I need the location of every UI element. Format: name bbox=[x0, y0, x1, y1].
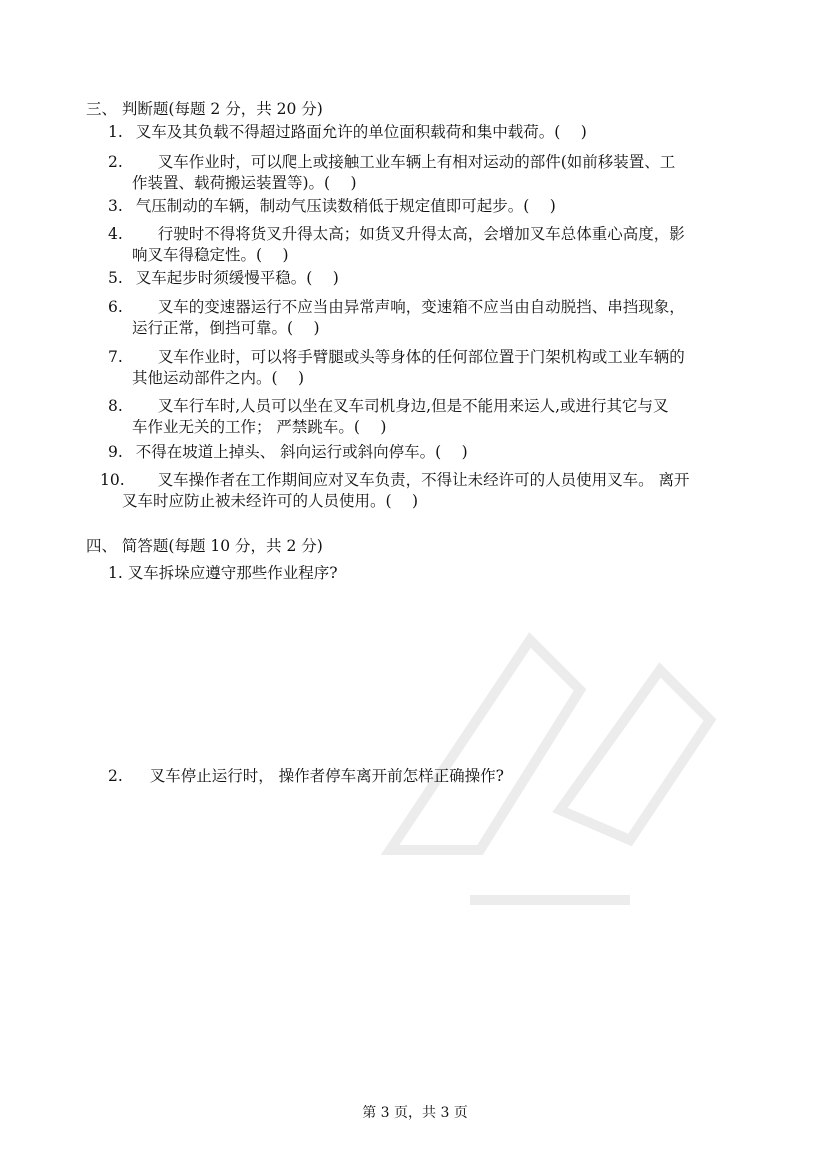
q10-number: 10. bbox=[100, 471, 125, 489]
q4 bbox=[108, 224, 685, 244]
q1-number: 1. bbox=[108, 123, 123, 141]
short-q1-number: 1. bbox=[108, 564, 123, 582]
q7-text-line1: 叉车作业时，可以将手臂腿或头等身体的任何部位置于门架机构或工业车辆的 bbox=[157, 348, 685, 366]
q9 bbox=[108, 442, 468, 462]
short-q2 bbox=[108, 766, 504, 786]
q4-number: 4. bbox=[108, 225, 123, 243]
q9-text: 不得在坡道上掉头、 斜向运行或斜向停车。( ) bbox=[135, 443, 468, 461]
q6-number: 6. bbox=[108, 298, 123, 316]
q4-text-line2: 响叉车得稳定性。( ) bbox=[132, 246, 289, 264]
q3 bbox=[108, 196, 556, 216]
q7-text-line2: 其他运动部件之内。( ) bbox=[132, 369, 305, 387]
q2-text-line1: 叉车作业时，可以爬上或接触工业车辆上有相对运动的部件(如前移装置、工 bbox=[157, 153, 676, 171]
q9-number: 9. bbox=[108, 443, 123, 461]
q2 bbox=[108, 152, 675, 172]
page-footer: 第 3 页，共 3 页 bbox=[362, 1105, 468, 1121]
q8 bbox=[108, 396, 669, 416]
q10-text-line1: 叉车操作者在工作期间应对叉车负责，不得让未经许可的人员使用叉车。 离开 bbox=[157, 471, 690, 489]
q1-text: 叉车及其负载不得超过路面允许的单位面积载荷和集中载荷。( ) bbox=[135, 123, 587, 141]
q8-text-line1: 叉车行车时,人员可以坐在叉车司机身边,但是不能用来运人,或进行其它与叉 bbox=[157, 397, 669, 415]
q2-text-line2: 作装置、载荷搬运装置等)。( ) bbox=[132, 174, 357, 192]
q5-text: 叉车起步时须缓慢平稳。( ) bbox=[135, 269, 339, 287]
q6-text-line1: 叉车的变速器运行不应当由异常声响，变速箱不应当由自动脱挡、串挡现象， bbox=[157, 298, 685, 316]
q8-number: 8. bbox=[108, 397, 123, 415]
q7-number: 7. bbox=[108, 348, 123, 366]
q2-number: 2. bbox=[108, 153, 123, 171]
short-q2-number: 2. bbox=[108, 767, 123, 785]
short-q1 bbox=[108, 563, 338, 583]
q10 bbox=[100, 470, 690, 490]
watermark-logo bbox=[330, 520, 750, 940]
q6-text-line2: 运行正常，倒挡可靠。( ) bbox=[132, 319, 320, 337]
q8-text-line2: 车作业无关的工作； 严禁跳车。( ) bbox=[132, 418, 387, 436]
q4-text-line1: 行驶时不得将货叉升得太高；如货叉升得太高，会增加叉车总体重心高度，影 bbox=[157, 225, 685, 243]
section4-heading: 四、 简答题(每题 10 分，共 2 分) bbox=[86, 537, 323, 555]
q3-text: 气压制动的车辆，制动气压读数稍低于规定值即可起步。( ) bbox=[135, 197, 556, 215]
short-q2-text: 叉车停止运行时， 操作者停车离开前怎样正确操作? bbox=[149, 767, 504, 785]
q5-number: 5. bbox=[108, 269, 123, 287]
q7 bbox=[108, 347, 685, 367]
q10-text-line2: 叉车时应防止被未经许可的人员使用。( ) bbox=[122, 492, 419, 510]
q6 bbox=[108, 297, 685, 317]
q3-number: 3. bbox=[108, 197, 123, 215]
q1 bbox=[108, 122, 587, 142]
section3-heading: 三、 判断题(每题 2 分，共 20 分) bbox=[86, 100, 323, 118]
q5 bbox=[108, 268, 339, 288]
short-q1-text: 叉车拆垛应遵守那些作业程序? bbox=[127, 564, 338, 582]
